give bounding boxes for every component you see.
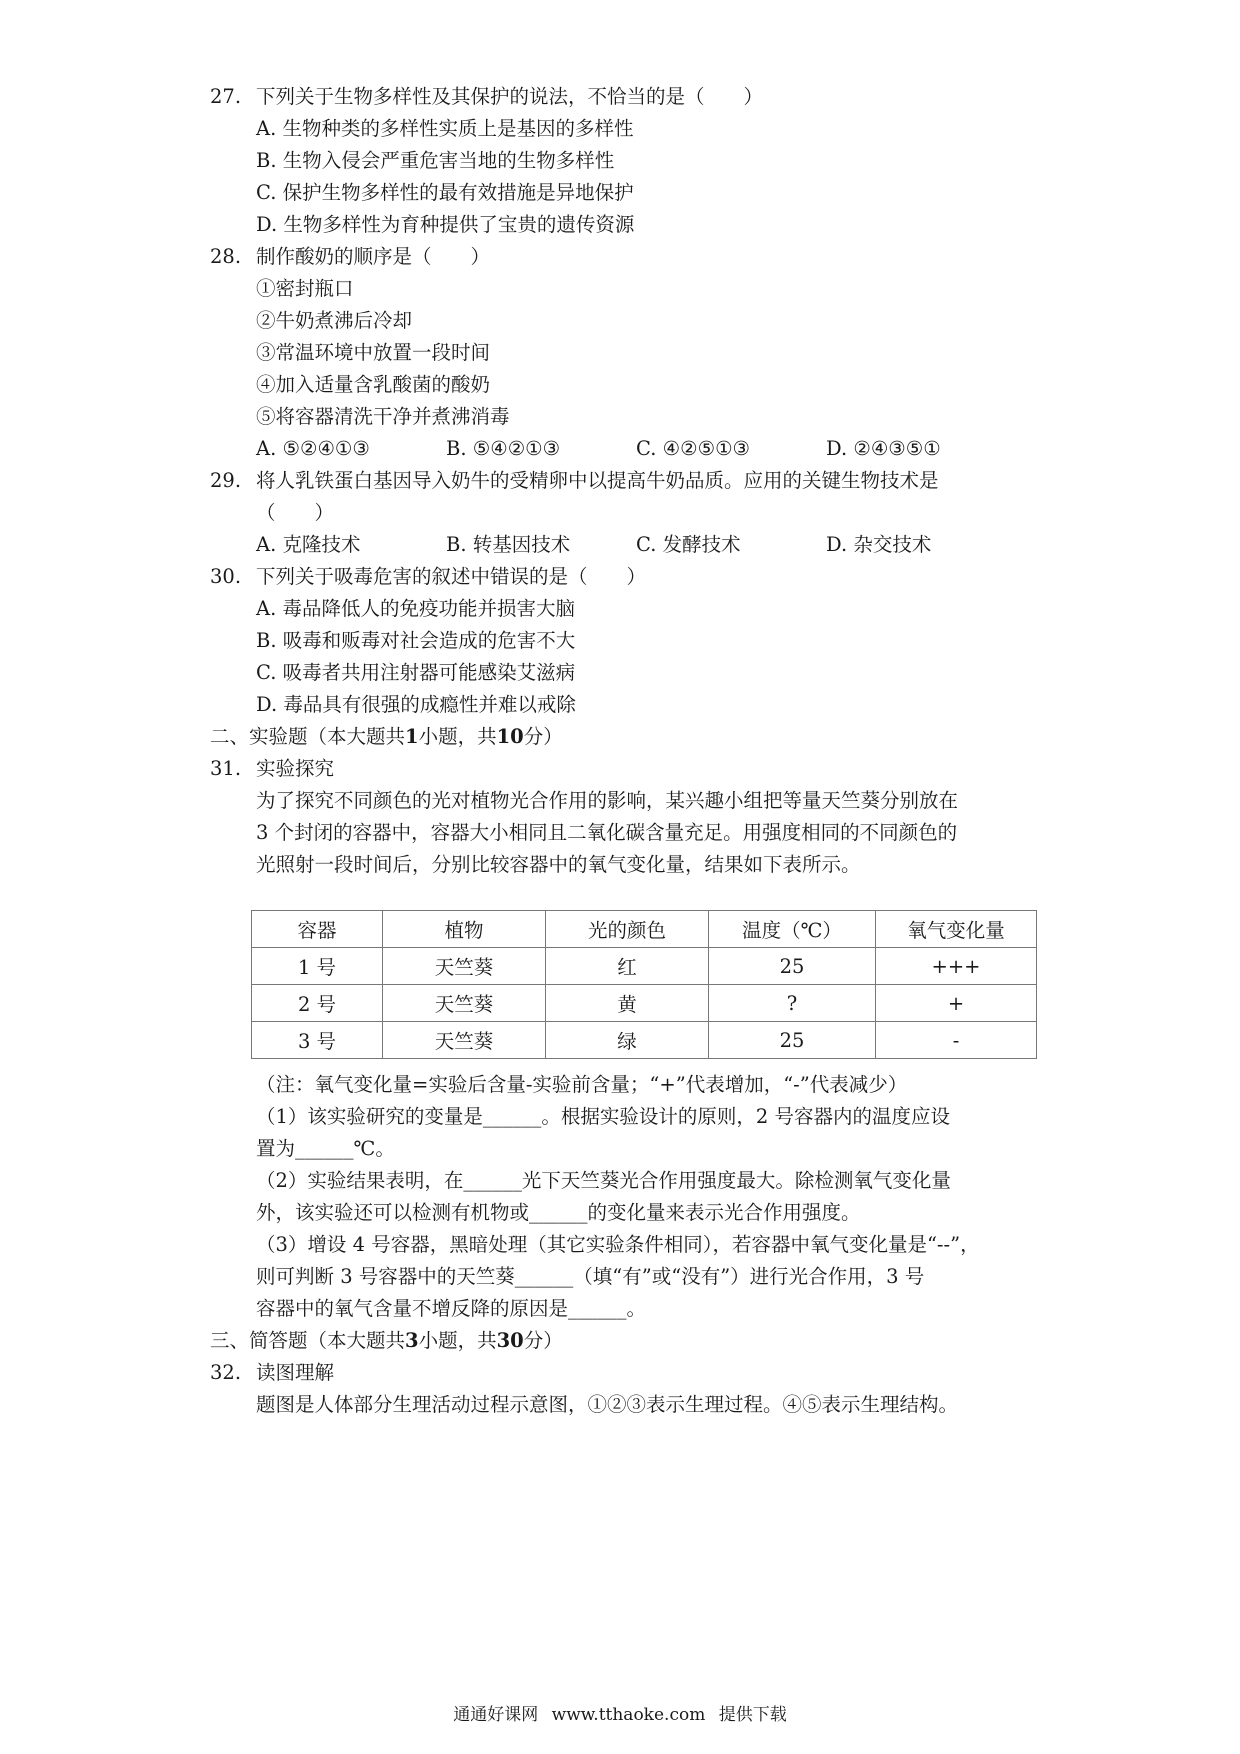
table-cell: 天竺葵	[383, 948, 546, 985]
subquestion-line: 外，该实验还可以检测有机物或______的变化量来表示光合作用强度。	[256, 1201, 861, 1224]
table-cell: +++	[876, 948, 1037, 985]
table-cell: 2 号	[252, 985, 383, 1022]
option-d: D. ②④③⑤①	[826, 437, 941, 460]
table-cell: 25	[709, 1022, 876, 1059]
question-number: 32.	[210, 1361, 242, 1384]
subquestion-line: 容器中的氧气含量不增反降的原因是______。	[256, 1297, 647, 1320]
table-note: （注：氧气变化量=实验后含量-实验前含量；“+”代表增加，“-”代表减少）	[256, 1073, 908, 1096]
table-cell: -	[876, 1022, 1037, 1059]
option-a: A. 克隆技术	[256, 533, 361, 556]
question-title: 读图理解	[256, 1361, 335, 1384]
heading-text: 小题，共	[418, 1329, 497, 1352]
option-b: B. 吸毒和贩毒对社会造成的危害不大	[256, 629, 576, 652]
question-title: 实验探究	[256, 757, 335, 780]
paragraph-line: 光照射一段时间后，分别比较容器中的氧气变化量，结果如下表所示。	[256, 853, 861, 876]
option-b: B. 生物入侵会严重危害当地的生物多样性	[256, 149, 615, 172]
question-stem: 下列关于吸毒危害的叙述中错误的是（ ）	[256, 565, 647, 588]
table-cell: 3 号	[252, 1022, 383, 1059]
option-a: A. ⑤②④①③	[256, 437, 370, 460]
question-number: 27.	[210, 85, 242, 108]
table-cell: 25	[709, 948, 876, 985]
step-item: ⑤将容器清洗干净并煮沸消毒	[256, 405, 510, 428]
footer-site: 通通好课网	[453, 1705, 539, 1725]
question-28	[210, 242, 490, 272]
options-row	[256, 434, 1016, 464]
heading-score: 30	[496, 1329, 524, 1352]
results-table	[251, 910, 1037, 1059]
step-item: ①密封瓶口	[256, 277, 354, 300]
table-header: 容器	[252, 911, 383, 948]
paragraph-line: 题图是人体部分生理活动过程示意图，①②③表示生理过程。④⑤表示生理结构。	[256, 1393, 959, 1416]
table-cell: 绿	[546, 1022, 709, 1059]
table-cell: 天竺葵	[383, 985, 546, 1022]
question-29	[210, 466, 939, 496]
table-cell: 天竺葵	[383, 1022, 546, 1059]
question-30	[210, 562, 646, 592]
subquestion-line: （1）该实验研究的变量是______。根据实验设计的原则，2 号容器内的温度应设	[256, 1105, 951, 1128]
table-header: 光的颜色	[546, 911, 709, 948]
table-row	[252, 1022, 1037, 1059]
option-c: C. ④②⑤①③	[636, 437, 751, 460]
heading-text: 分）	[523, 1329, 563, 1352]
question-31	[210, 754, 334, 784]
table-header-row	[252, 911, 1037, 948]
table-header: 氧气变化量	[876, 911, 1037, 948]
question-stem: 下列关于生物多样性及其保护的说法，不恰当的是（ ）	[256, 85, 764, 108]
option-d: D. 杂交技术	[826, 533, 932, 556]
heading-text: 小题，共	[418, 725, 497, 748]
table-header: 植物	[383, 911, 546, 948]
subquestion-line: （2）实验结果表明，在______光下天竺葵光合作用强度最大。除检测氧气变化量	[256, 1169, 951, 1192]
table-header: 温度（℃）	[709, 911, 876, 948]
option-c: C. 发酵技术	[636, 533, 741, 556]
option-a: A. 生物种类的多样性实质上是基因的多样性	[256, 117, 634, 140]
step-item: ③常温环境中放置一段时间	[256, 341, 491, 364]
question-number: 30.	[210, 565, 242, 588]
table-cell: 红	[546, 948, 709, 985]
paragraph-line: 3 个封闭的容器中，容器大小相同且二氧化碳含量充足。用强度相同的不同颜色的	[256, 821, 958, 844]
answer-paren: （ ）	[256, 501, 335, 524]
footer-tail: 提供下载	[718, 1705, 787, 1725]
option-c: C. 吸毒者共用注射器可能感染艾滋病	[256, 661, 576, 684]
table-row	[252, 948, 1037, 985]
heading-text: 三、简答题（本大题共	[210, 1329, 406, 1352]
step-item: ②牛奶煮沸后冷却	[256, 309, 413, 332]
question-number: 28.	[210, 245, 242, 268]
option-b: B. 转基因技术	[446, 533, 571, 556]
options-row	[256, 530, 1016, 560]
subquestion-line: （3）增设 4 号容器，黑暗处理（其它实验条件相同），若容器中氧气变化量是“--”，	[256, 1233, 980, 1256]
option-d: D. 毒品具有很强的成瘾性并难以戒除	[256, 693, 576, 716]
option-a: A. 毒品降低人的免疫功能并损害大脑	[256, 597, 575, 620]
heading-text: 二、实验题（本大题共	[210, 725, 406, 748]
table-row	[252, 985, 1037, 1022]
subquestion-line: 置为______℃。	[256, 1137, 395, 1160]
question-stem: 制作酸奶的顺序是（ ）	[256, 245, 491, 268]
table-cell: 黄	[546, 985, 709, 1022]
option-d: D. 生物多样性为育种提供了宝贵的遗传资源	[256, 213, 635, 236]
paragraph-line: 为了探究不同颜色的光对植物光合作用的影响，某兴趣小组把等量天竺葵分别放在	[256, 789, 959, 812]
option-b: B. ⑤④②①③	[446, 437, 561, 460]
table-cell: 1 号	[252, 948, 383, 985]
question-number: 31.	[210, 757, 242, 780]
section-heading-experiment	[210, 722, 563, 752]
table-cell: ?	[709, 985, 876, 1022]
section-heading-short-answer	[210, 1326, 563, 1356]
question-number: 29.	[210, 469, 242, 492]
footer-url: www.tthaoke.com	[551, 1705, 706, 1725]
step-item: ④加入适量含乳酸菌的酸奶	[256, 373, 491, 396]
heading-score: 10	[496, 725, 524, 748]
page-footer	[0, 1700, 1240, 1725]
question-27	[210, 82, 763, 112]
table-cell: +	[876, 985, 1037, 1022]
heading-text: 分）	[523, 725, 563, 748]
question-32	[210, 1358, 334, 1388]
option-c: C. 保护生物多样性的最有效措施是异地保护	[256, 181, 634, 204]
heading-count: 1	[405, 725, 419, 748]
subquestion-line: 则可判断 3 号容器中的天竺葵______（填“有”或“没有”）进行光合作用，3 号	[256, 1265, 925, 1288]
question-stem: 将人乳铁蛋白基因导入奶牛的受精卵中以提高牛奶品质。应用的关键生物技术是	[256, 469, 939, 492]
heading-count: 3	[405, 1329, 419, 1352]
